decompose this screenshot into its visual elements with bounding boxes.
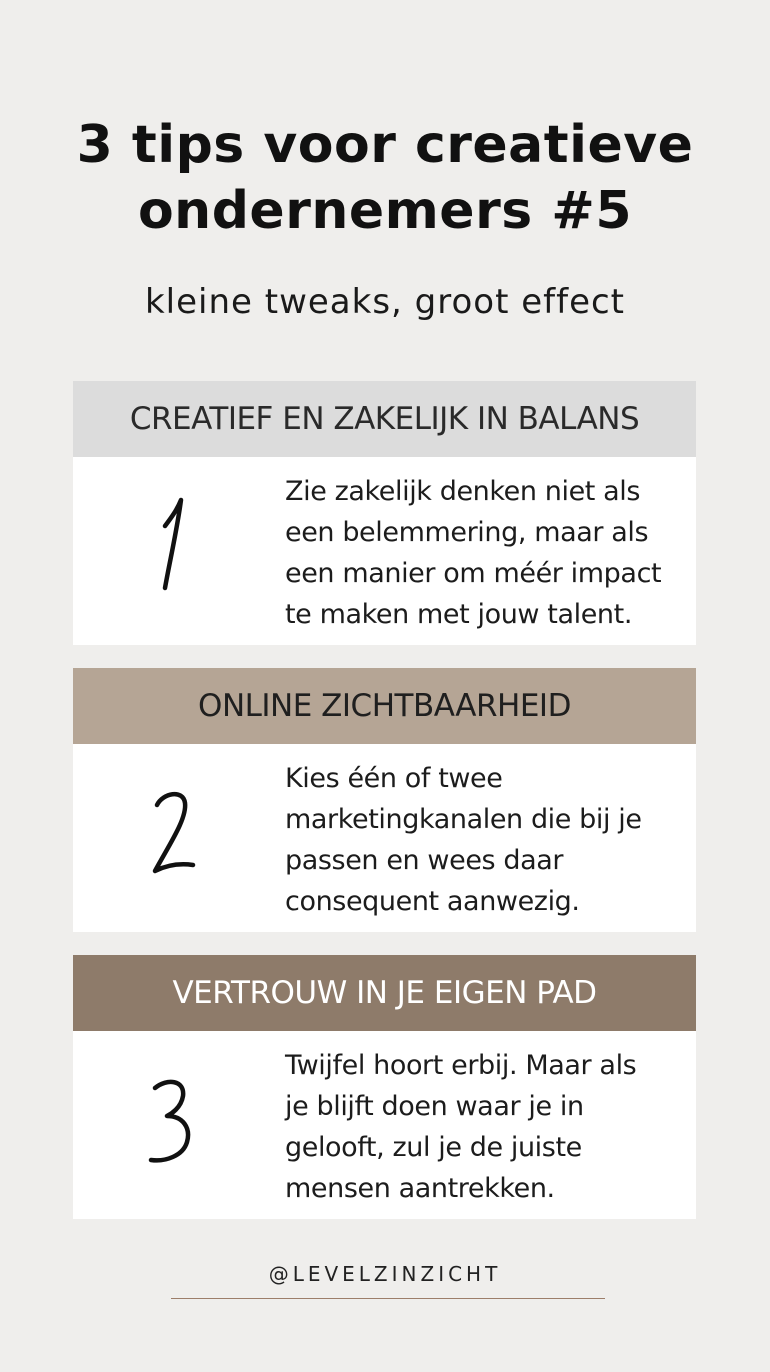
tip-header	[73, 668, 696, 744]
tip-text-line: passen en wees daar	[285, 845, 564, 876]
tip-text-line: Zie zakelijk denken niet als	[285, 476, 641, 507]
footer-divider	[171, 1298, 605, 1299]
tip-text-line: marketingkanalen die bij je	[285, 804, 642, 835]
tip-text-line: Twijfel hoort erbij. Maar als	[285, 1050, 637, 1081]
title-line-1: 3 tips voor creatieve	[76, 115, 694, 175]
tip-header-label: CREATIEF EN ZAKELIJK IN BALANS	[129, 401, 640, 437]
tip-text-line: een belemmering, maar als	[285, 517, 649, 548]
tip-number-1	[133, 477, 213, 625]
tip-text-line: Kies één of twee	[285, 763, 503, 794]
tip-text-line: gelooft, zul je de juiste	[285, 1132, 582, 1163]
tip-text-line: te maken met jouw talent.	[285, 599, 633, 630]
tip-body	[73, 744, 696, 932]
tip-card-1	[73, 381, 696, 645]
tip-text	[285, 758, 685, 922]
handwritten-number-3	[143, 1070, 203, 1180]
tip-card-2	[73, 668, 696, 932]
tip-header-label: ONLINE ZICHTBAARHEID	[198, 688, 571, 724]
tip-text-line: consequent aanwezig.	[285, 886, 580, 917]
tip-header	[73, 381, 696, 457]
handwritten-number-2	[143, 783, 203, 893]
instagram-handle: @LEVELZINZICHT	[268, 1262, 502, 1286]
tip-header	[73, 955, 696, 1031]
tip-header-label: VERTROUW IN JE EIGEN PAD	[172, 975, 597, 1011]
tip-text-line: je blijft doen waar je in	[285, 1091, 584, 1122]
title-line-2: ondernemers #5	[137, 181, 633, 241]
tip-text-line: een manier om méér impact	[285, 558, 662, 589]
tip-number-2	[133, 764, 213, 912]
tip-text-line: mensen aantrekken.	[285, 1173, 555, 1204]
tip-body	[73, 1031, 696, 1219]
tip-text	[285, 471, 685, 635]
tip-body	[73, 457, 696, 645]
page-title	[0, 112, 770, 244]
page-subtitle: kleine tweaks, groot effect	[144, 282, 626, 322]
tip-text	[285, 1045, 685, 1209]
tip-number-3	[133, 1051, 213, 1199]
tip-card-3	[73, 955, 696, 1219]
handwritten-number-1	[143, 496, 203, 606]
